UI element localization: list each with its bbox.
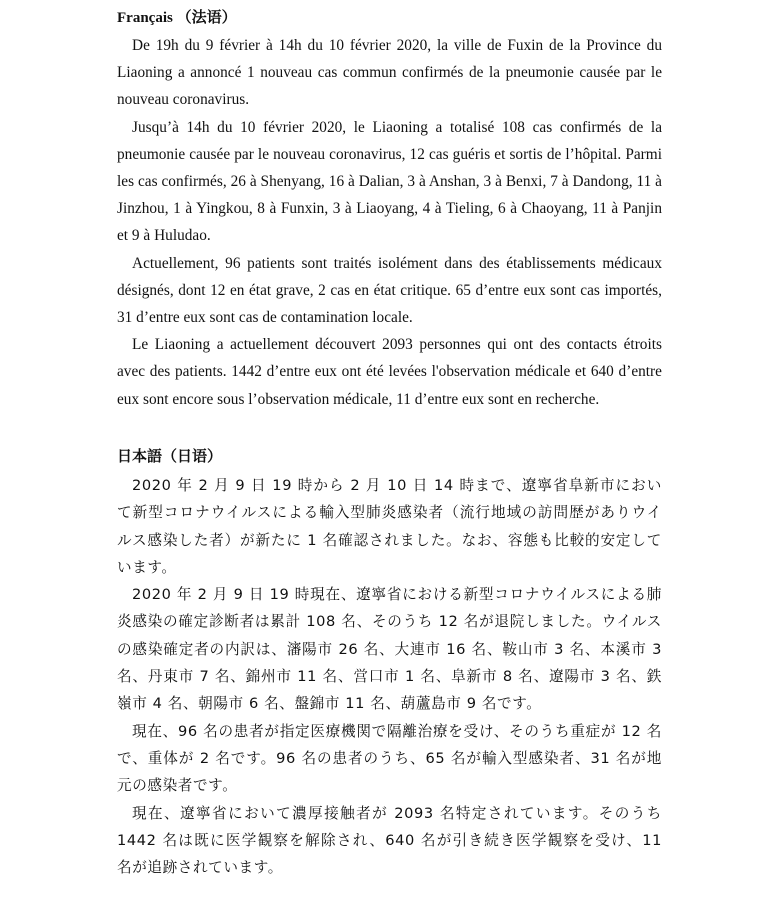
japanese-section	[117, 442, 662, 881]
japanese-paragraph-4: 現在、遼寧省において濃厚接触者が 2093 名特定されています。そのうち 1442 名は既に医学観察を解除され、640 名が引き続き医学観察を受け、11 名が追跡されています。	[117, 804, 662, 877]
japanese-heading: 日本語（日语）	[117, 449, 223, 465]
japanese-paragraph-2: 2020 年 2 月 9 日 19 時現在、遼寧省における新型コロナウイルスによる肺炎感染の確定診断者は累計 108 名、そのうち 12 名が退院しました。ウイルスの感染確定者の内訳は、瀋陽市 26 名、大連市 16 名、鞍山市 3 名、本溪市 3 名、丹東市 7 名、錦州市 11 名、営口市 1 名、阜新市 8 名、遼陽市 3 名、鉄嶺市 4 名、朝陽市 6 名、盤錦市 11 名、葫蘆島市 9 名です。	[117, 586, 662, 713]
french-paragraph-1: De 19h du 9 février à 14h du 10 février 2020, la ville de Fuxin de la Province du Liaoning a annoncé 1 nouveau cas commun confirmés de la pneumonie causée par le nouveau coronavirus.	[117, 37, 662, 109]
french-section	[117, 0, 662, 413]
french-paragraph-4: Le Liaoning a actuellement découvert 2093 personnes qui ont des contacts étroits avec des patients. 1442 d’entre eux ont été levées l'observation médicale et 640 d’entre eux sont encore sous l’observation médicale, 11 d’entre eux sont en recherche.	[117, 336, 662, 408]
japanese-paragraph-3: 現在、96 名の患者が指定医療機関で隔離治療を受け、そのうち重症が 12 名で、重体が 2 名です。96 名の患者のうち、65 名が輸入型感染者、31 名が地元の感染者です。	[117, 722, 662, 795]
document-page	[117, 0, 662, 877]
french-heading: Français （法语）	[117, 10, 237, 26]
french-paragraph-3: Actuellement, 96 patients sont traités isolément dans des établissements médicaux désignés, dont 12 en état grave, 2 cas en état critique. 65 d’entre eux sont cas importés, 31 d’entre eux sont cas de contamination locale.	[117, 254, 662, 327]
japanese-paragraph-1: 2020 年 2 月 9 日 19 時から 2 月 10 日 14 時まで、遼寧省阜新市において新型コロナウイルスによる輸入型肺炎感染者（流行地域の訪問歴がありウイルス感染した者）が新たに 1 名確認されました。なお、容態も比較的安定しています。	[117, 477, 662, 576]
french-paragraph-2: Jusqu’à 14h du 10 février 2020, le Liaoning a totalisé 108 cas confirmés de la pneumonie causée par le nouveau coronavirus, 12 cas guéris et sortis de l’hôpital. Parmi les cas confirmés, 26 à Shenyang, 16 à Dalian, 3 à Anshan, 3 à Benxi, 7 à Dandong, 11 à Jinzhou, 1 à Yingkou, 8 à Funxin, 3 à Liaoyang, 4 à Tieling, 6 à Chaoyang, 11 à Panjin et 9 à Huludao.	[117, 118, 662, 245]
